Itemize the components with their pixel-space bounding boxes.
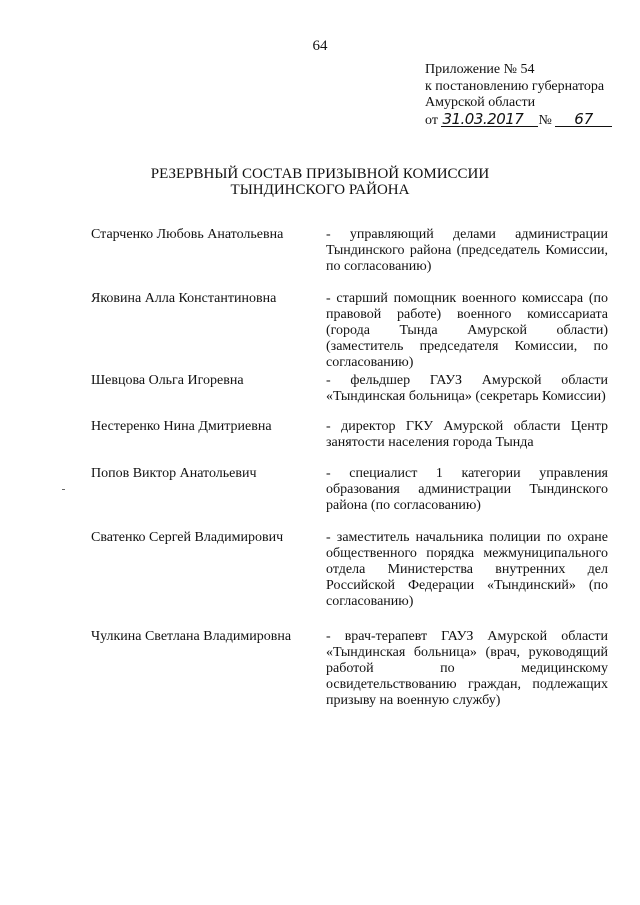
- member-role: - врач-терапевт ГАУЗ Амурской области «Тындинская больница» (врач, руководящий работой по медицинскому освидетельствованию граждан, подлежащих призыву на военную службу): [326, 629, 608, 708]
- appendix-block: [425, 62, 612, 129]
- title-line-2: ТЫНДИНСКОГО РАЙОНА: [230, 182, 410, 198]
- appendix-date-line: [425, 109, 612, 130]
- member-role: - специалист 1 категории управления образования администрации Тындинского района (по согласованию): [326, 466, 608, 513]
- title-line-1: РЕЗЕРВНЫЙ СОСТАВ ПРИЗЫВНОЙ КОМИССИИ: [150, 166, 490, 182]
- member-role: - управляющий делами администрации Тындинского района (председатель Комиссии, по согласованию): [326, 227, 608, 274]
- document-title: [0, 166, 640, 198]
- page-number: 64: [312, 38, 328, 54]
- member-role: - старший помощник военного комиссара (по правовой работе) военного комиссариата (города Тында Амурской области) (заместитель председателя Комиссии, по согласованию): [326, 291, 608, 370]
- member-name: Яковина Алла Константиновна: [91, 291, 277, 306]
- member-name: Шевцова Ольга Игоревна: [91, 373, 244, 388]
- appendix-region: Амурской области: [425, 95, 536, 110]
- date-prefix: от: [425, 112, 438, 128]
- member-name: Попов Виктор Анатольевич: [91, 466, 257, 481]
- handwritten-number: 67: [555, 112, 612, 127]
- appendix-decree: к постановлению губернатора: [425, 78, 605, 94]
- member-name: Нестеренко Нина Дмитриевна: [91, 419, 272, 434]
- appendix-number: Приложение № 54: [425, 62, 535, 77]
- member-name: Старченко Любовь Анатольевна: [91, 227, 284, 242]
- scan-speck: [62, 489, 65, 490]
- member-role: - директор ГКУ Амурской области Центр занятости населения города Тында: [326, 419, 608, 450]
- member-name: Чулкина Светлана Владимировна: [91, 629, 292, 644]
- number-label: №: [538, 112, 552, 128]
- member-name: Сватенко Сергей Владимирович: [91, 530, 284, 545]
- member-role: - заместитель начальника полиции по охране общественного порядка межмуниципального отдела Министерства внутренних дел Российской Федерации «Тындинский» (по согласованию): [326, 530, 608, 609]
- handwritten-date: 31.03.2017: [441, 112, 538, 127]
- member-role: - фельдшер ГАУЗ Амурской области «Тындинская больница» (секретарь Комиссии): [326, 373, 608, 404]
